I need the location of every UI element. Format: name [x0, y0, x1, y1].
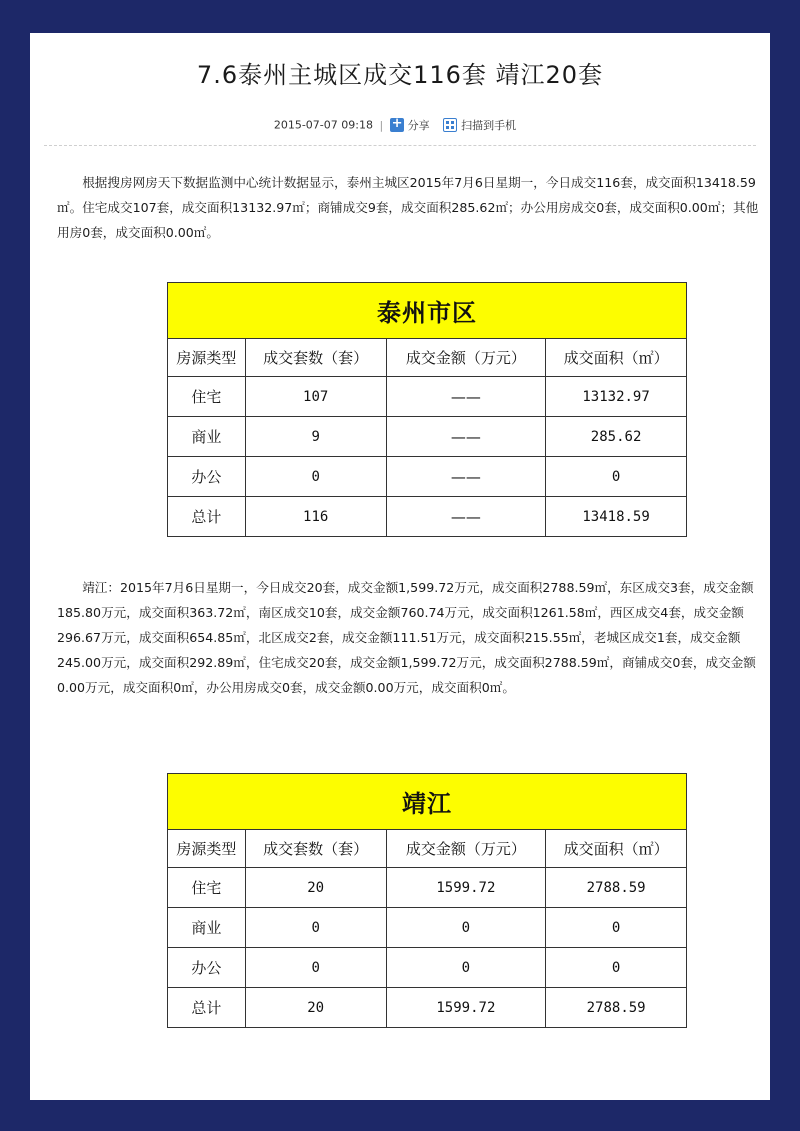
- area-cell: 13418.59: [546, 497, 687, 537]
- area-cell: 2788.59: [546, 988, 687, 1028]
- table-header-row: [168, 830, 687, 868]
- table-row: [168, 377, 687, 417]
- header-cell: 成交面积（㎡）: [546, 830, 687, 868]
- table-jingjiang: [167, 773, 687, 1028]
- amount-cell: 1599.72: [386, 868, 546, 908]
- paragraph-taizhou: 根据搜房网房天下数据监测中心统计数据显示，泰州主城区2015年7月6日星期一，今日成交116套，成交面积13418.59㎡。住宅成交107套，成交面积13132.97㎡；商铺成交9套，成交面积285.62㎡；办公用房成交0套，成交面积0.00㎡；其他用房0套，成交面积0.00㎡。: [57, 175, 759, 240]
- count-cell: 9: [245, 417, 386, 457]
- area-cell: 0: [546, 948, 687, 988]
- area-cell: 13132.97: [546, 377, 687, 417]
- type-cell: 住宅: [168, 868, 246, 908]
- article-title: 7.6泰州主城区成交116套 靖江20套: [196, 61, 604, 89]
- header-cell: 成交套数（套）: [245, 830, 386, 868]
- type-cell: 办公: [168, 948, 246, 988]
- type-cell: 住宅: [168, 377, 246, 417]
- table-caption: 泰州市区: [168, 283, 687, 339]
- type-cell: 商业: [168, 417, 246, 457]
- count-cell: 0: [245, 948, 386, 988]
- type-cell: 总计: [168, 497, 246, 537]
- table-row: [168, 417, 687, 457]
- area-cell: 285.62: [546, 417, 687, 457]
- table-taizhou: [167, 282, 687, 537]
- count-cell: 0: [245, 908, 386, 948]
- share-link[interactable]: 分享: [407, 119, 430, 132]
- amount-cell: 0: [386, 948, 546, 988]
- header-cell: 成交套数（套）: [245, 339, 386, 377]
- amount-cell: 1599.72: [386, 988, 546, 1028]
- table-row: [168, 988, 687, 1028]
- table-caption: 靖江: [168, 774, 687, 830]
- qr-code-icon[interactable]: [443, 118, 457, 132]
- table-row: [168, 868, 687, 908]
- amount-cell: ——: [386, 417, 546, 457]
- amount-cell: 0: [386, 908, 546, 948]
- header-cell: 房源类型: [168, 830, 246, 868]
- count-cell: 107: [245, 377, 386, 417]
- type-cell: 商业: [168, 908, 246, 948]
- meta-separator: |: [379, 118, 384, 132]
- header-cell: 成交面积（㎡）: [546, 339, 687, 377]
- scan-to-phone-link[interactable]: 扫描到手机: [461, 119, 517, 132]
- amount-cell: ——: [386, 497, 546, 537]
- area-cell: 0: [546, 908, 687, 948]
- amount-cell: ——: [386, 377, 546, 417]
- count-cell: 20: [245, 868, 386, 908]
- count-cell: 116: [245, 497, 386, 537]
- table-row: [168, 948, 687, 988]
- area-cell: 2788.59: [546, 868, 687, 908]
- table-row: [168, 457, 687, 497]
- header-cell: 成交金额（万元）: [386, 830, 546, 868]
- header-cell: 房源类型: [168, 339, 246, 377]
- area-cell: 0: [546, 457, 687, 497]
- table-row: [168, 908, 687, 948]
- type-cell: 办公: [168, 457, 246, 497]
- article-page: [30, 33, 770, 1100]
- share-icon[interactable]: [390, 118, 404, 132]
- type-cell: 总计: [168, 988, 246, 1028]
- table-row: [168, 497, 687, 537]
- article-meta: [30, 117, 770, 133]
- meta-divider: [44, 145, 756, 146]
- table-header-row: [168, 339, 687, 377]
- header-cell: 成交金额（万元）: [386, 339, 546, 377]
- paragraph-jingjiang: 靖江：2015年7月6日星期一，今日成交20套，成交金额1,599.72万元，成交面积2788.59㎡，东区成交3套，成交金额185.80万元，成交面积363.72㎡，南区成交10套，成交金额760.74万元，成交面积1261.58㎡，西区成交4套，成交金额296.67万元，成交面积654.85㎡，北区成交2套，成交金额111.51万元，成交面积215.55㎡，老城区成交1套，成交金额245.00万元，成交面积292.89㎡，住宅成交20套，成交金额1,599.72万元，成交面积2788.59㎡，商铺成交0套，成交金额0.00万元，成交面积0㎡，办公用房成交0套，成交金额0.00万元，成交面积0㎡。: [57, 580, 756, 695]
- count-cell: 20: [245, 988, 386, 1028]
- publish-date: 2015-07-07 09:18: [273, 118, 373, 132]
- amount-cell: ——: [386, 457, 546, 497]
- count-cell: 0: [245, 457, 386, 497]
